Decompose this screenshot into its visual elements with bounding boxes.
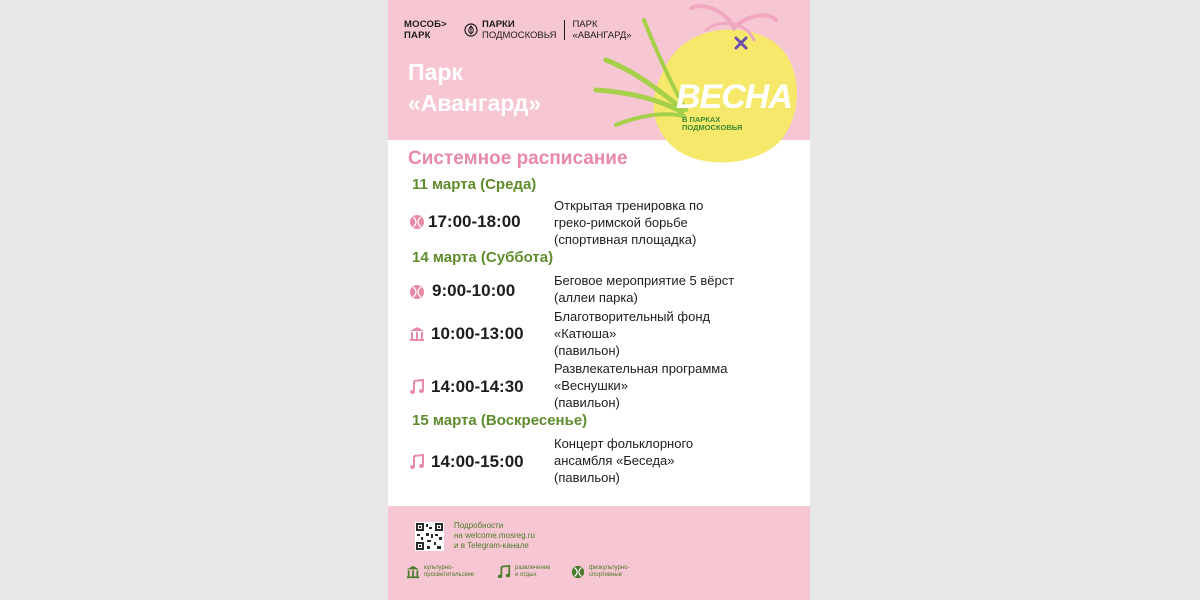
event-description: Благотворительный фонд «Катюша» (павильон) — [554, 309, 711, 358]
park-avangard-logo: ПАРК «АВАНГАРД» — [572, 19, 632, 41]
vesna-logo-subtitle: В ПАРКАХ ПОДМОСКОВЬЯ — [682, 115, 743, 132]
event-description: Концерт фольклорного ансамбля «Беседа» (павильон) — [554, 436, 694, 485]
parki-podmoskovya-logo: ПАРКИ ПОДМОСКОВЬЯ — [464, 19, 556, 41]
footer-band — [388, 506, 810, 600]
sport-icon — [409, 284, 425, 300]
logo-divider — [564, 20, 565, 40]
legend-entertainment: развлечение и отдых — [497, 565, 551, 579]
event-description: Развлекательная программа «Веснушки» (павильон) — [554, 361, 728, 410]
schedule-title: Системное расписание — [408, 148, 628, 169]
details-text: Подробности на welcome.mosreg.ru и в Telegram-канале — [454, 521, 535, 550]
day-date: 14 марта (Суббота) — [412, 249, 554, 266]
event-time: 9:00-10:00 — [432, 281, 516, 300]
legend-cultural: культурно- просветительские — [406, 565, 474, 579]
header-logos — [404, 19, 632, 41]
qr-code-icon[interactable] — [415, 522, 444, 551]
leaf-logo-icon — [464, 23, 478, 37]
music-note-icon — [409, 379, 425, 395]
day-date: 11 марта (Среда) — [412, 176, 537, 193]
music-note-icon — [497, 565, 511, 579]
event-time: 10:00-13:00 — [431, 324, 524, 343]
museum-icon — [409, 326, 425, 342]
vesna-logo-word: ВЕСНА — [676, 78, 792, 116]
music-note-icon — [409, 454, 425, 470]
mosobpark-logo: МОСОБ> ПАРК — [404, 19, 447, 41]
sport-icon — [409, 214, 425, 230]
legend-sport: физкультурно- спортивные — [571, 565, 630, 579]
museum-icon — [406, 565, 420, 579]
event-description: Открытая тренировка по греко-римской борьбе (спортивная площадка) — [554, 198, 704, 247]
sport-icon — [571, 565, 585, 579]
event-time: 14:00-15:00 — [431, 452, 524, 471]
event-time: 17:00-18:00 — [428, 212, 521, 231]
day-date: 15 марта (Воскресенье) — [412, 412, 588, 429]
event-time: 14:00-14:30 — [431, 377, 524, 396]
event-description: Беговое мероприятие 5 вёрст (аллеи парка) — [554, 273, 735, 305]
park-title: Парк «Авангард» — [408, 59, 542, 116]
poster — [388, 0, 810, 600]
